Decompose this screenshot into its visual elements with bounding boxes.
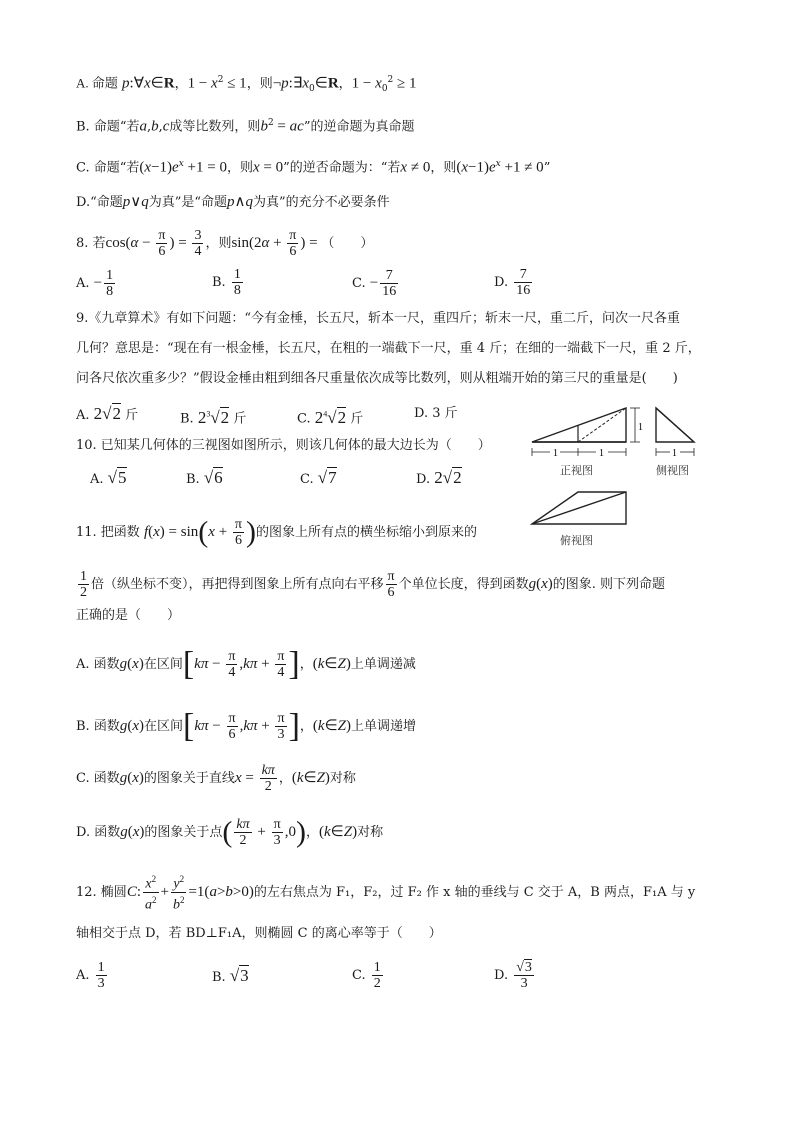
q8-option-a: A. − $\frac{1}{8}$	[76, 268, 114, 299]
q11-option-b: B. 函数g(x)在区间[kπ − $\frac{\pi}{6}$ ,kπ + $\frac{\pi}{3}$ ]，(k∈Z)上单调递增	[76, 707, 417, 745]
front-height-label: 1	[638, 422, 643, 433]
q12-option-d: D. $\frac{√3}{3}$	[494, 960, 532, 991]
q8-option-c: C. − $\frac{7}{16}$	[352, 268, 397, 299]
q10-option-a: A. √5	[90, 468, 127, 487]
q10-option-d: D. 2√2	[416, 468, 462, 487]
q9-option-c: C. $2^4√2$ 斤	[297, 407, 364, 427]
side-view	[656, 408, 694, 459]
q12-line-1: 12. 椭圆C: $\frac{x^2}{a^2}$ + $\frac{y^2}{b^2}$ =1(a>b>0)的左右焦点为 F₁，F₂，过 F₂ 作 x 轴的垂线与 C 交于 A，B 两点，F₁A 与 y	[76, 874, 696, 913]
front-width-label-2: 1	[599, 448, 604, 459]
top-view-caption: 俯视图	[560, 534, 593, 547]
q8-option-d: D. $\frac{7}{16}$	[494, 267, 531, 298]
q11-option-a: A. 函数g(x)在区间[kπ − $\frac{\pi}{4}$ ,kπ + $\frac{\pi}{4}$ ]，(k∈Z)上单调递减	[76, 645, 416, 683]
q11-option-c: C. 函数g(x)的图象关于直线x = $\frac{k\pi}{2}$ ，(k∈Z)对称	[76, 763, 356, 794]
side-view-caption: 侧视图	[656, 464, 689, 477]
q7-option-d: D.“命题p∨q为真”是“命题p∧q为真”的充分不必要条件	[76, 194, 390, 210]
q10-stem: 10. 已知某几何体的三视图如图所示，则该几何体的最大边长为（ ）	[76, 438, 491, 453]
q9-option-b: B. $2^3√2$ 斤	[180, 407, 247, 427]
q11-line-1: 11. 把函数 f(x) = sin(x + $\frac{\pi}{6}$ )的图象上所有点的横坐标缩小到原来的	[76, 515, 477, 549]
q9-option-d: D. 3 斤	[414, 406, 458, 421]
q7-option-b: B. 命题“若a,b,c成等比数列，则$b^2$ = ac”的逆命题为真命题	[76, 118, 415, 135]
q8-stem: 8. 若cos(α − $\frac{\pi}{6}$ ) = $\frac{3}{4}$ ，则sin(2α + $\frac{\pi}{6}$ ) = （ ）	[76, 228, 374, 259]
q9-option-a: A. 2√2 斤	[76, 404, 139, 423]
front-view	[532, 408, 643, 459]
q12-option-b: B. √3	[212, 966, 249, 985]
front-width-label-1: 1	[553, 448, 558, 459]
q11-line-3: 正确的是（ ）	[76, 608, 181, 623]
q9-line-3: 问各尺依次重多少？”假设金棰由粗到细各尺重量依次成等比数列，则从粗端开始的第三尺的重量是( )	[76, 371, 678, 386]
q11-option-d: D. 函数g(x)的图象关于点( $\frac{k\pi}{2}$ + $\frac{\pi}{3}$ ,0)，(k∈Z)对称	[76, 815, 384, 849]
q10-option-b: B. √6	[186, 468, 223, 487]
q9-line-1: 9.《九章算术》有如下问题：“今有金棰，长五尺，斩本一尺，重四斤；斩末一尺，重二斤，问次一尺各重	[76, 311, 681, 326]
q10-option-c: C. √7	[300, 468, 337, 487]
q7-option-a: A. 命题 p:∀x∈R，$1 - x^2 \le 1$，则$\neg p:\exists x_0\in R$，$1 - x_0^2 \ge 1$	[76, 75, 417, 94]
q12-option-c: C. $\frac{1}{2}$	[352, 960, 381, 991]
side-width-label: 1	[672, 448, 677, 459]
q12-option-a: A. $\frac{1}{3}$	[76, 960, 105, 991]
q7-option-c: C. 命题“若$(x-1)e^x +1 = 0$，则x = 0”的逆否命题为：“若x ≠ 0，则$(x-1)e^x +1 \ne 0$”	[76, 159, 551, 176]
front-view-caption: 正视图	[560, 464, 593, 477]
q8-option-b: B. $\frac{1}{8}$	[212, 267, 241, 298]
q9-line-2: 几何？意思是：“现在有一根金棰，长五尺，在粗的一端截下一尺，重 4 斤；在细的一端截下一尺，重 2 斤，	[76, 341, 701, 356]
q12-line-2: 轴相交于点 D，若 BD⊥F₁A，则椭圆 C 的离心率等于（ ）	[76, 926, 442, 941]
q11-line-2: $\frac{1}{2}$ 倍（纵坐标不变），再把得到图象上所有点向右平移 $\frac{\pi}{6}$ 个单位长度，得到函数g(x)的图象. 则下列命题	[80, 569, 666, 600]
